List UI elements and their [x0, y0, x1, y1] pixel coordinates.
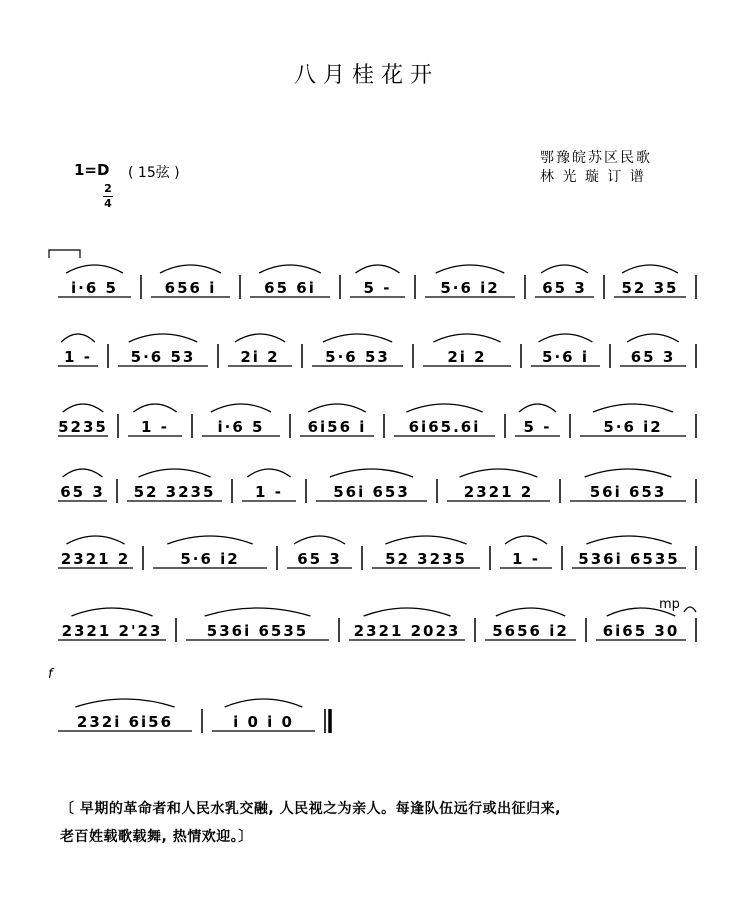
slur-arc [585, 469, 672, 477]
measure-notes: 56i 653 [333, 483, 410, 501]
slur-arc [355, 265, 399, 273]
measure-notes: i·6 5 [217, 418, 265, 436]
slur-arc [406, 404, 482, 412]
measure-notes: 5656 i2 [492, 622, 569, 640]
measure-notes: 65 3 [60, 483, 105, 501]
measure-notes: 1 - [255, 483, 283, 501]
footnote [60, 795, 700, 851]
song-origin: 鄂豫皖苏区民歌 [540, 150, 652, 166]
slur-arc [259, 265, 321, 273]
measure-notes: 2321 2 [463, 483, 534, 501]
meter-top: 2 [104, 182, 112, 195]
slur-arc [505, 536, 547, 544]
measure-notes: 1 - [512, 550, 540, 568]
meter-bottom: 4 [104, 197, 112, 210]
slur-arc [63, 404, 104, 412]
slur-arc [496, 608, 565, 616]
measure-notes: 5·6 i2 [440, 279, 500, 297]
measure-notes: 65 3 [297, 550, 342, 568]
measure-notes: 2i 2 [240, 348, 280, 366]
measure-notes: 6i56 i [307, 418, 367, 436]
measure-notes: 5 - [363, 279, 392, 297]
measure-notes: 6i65.6i [408, 418, 481, 436]
slur-arc [323, 334, 392, 342]
slur-arc [294, 536, 345, 544]
dynamic-mezzo-piano: mp [659, 597, 680, 612]
slur-arc [160, 265, 221, 273]
slur-arc [586, 536, 671, 544]
slur-arc [330, 469, 413, 477]
slur-arc [541, 265, 588, 273]
measure-notes: 2i 2 [447, 348, 487, 366]
slur-arc [308, 404, 365, 412]
measure-notes: 56i 653 [589, 483, 667, 501]
slur-arc [235, 334, 285, 342]
slur-arc [211, 404, 271, 412]
dynamic-forte: f [48, 667, 53, 682]
slur-arc [519, 404, 556, 412]
measure-notes: 1 - [141, 418, 169, 436]
measure-notes: 2321 2'23 [61, 622, 163, 640]
slur-arc [385, 536, 466, 544]
slur-arc [607, 608, 676, 616]
slur-arc [539, 334, 593, 342]
measure-notes: 5·6 53 [325, 348, 390, 366]
slur-arc [627, 334, 679, 342]
measure-notes: 536i 6535 [206, 622, 309, 640]
slur-arc [133, 404, 176, 412]
slur-arc [138, 469, 210, 477]
measure-notes: i·6 5 [71, 279, 118, 297]
measure-notes: 5235 [58, 418, 108, 436]
measure-notes: 5·6 i2 [180, 550, 240, 568]
fermata-mark [684, 607, 696, 612]
measure-notes: 5·6 i [542, 348, 589, 366]
slur-arc [622, 265, 678, 273]
string-count: ( 15弦 ) [128, 165, 180, 181]
measure-notes: 52 3235 [133, 483, 216, 501]
measure-notes: 65 3 [630, 348, 676, 366]
slur-arc [433, 334, 500, 342]
measure-notes: 52 3235 [385, 550, 467, 568]
measure-notes: 1 - [64, 348, 92, 366]
measure-notes: i 0 i 0 [233, 713, 294, 731]
slur-arc [61, 334, 95, 342]
slur-arc [205, 608, 311, 616]
volta-bracket [49, 250, 80, 258]
measure-notes: 5 - [523, 418, 552, 436]
measure-notes: 2321 2 [60, 550, 131, 568]
slur-arc [75, 699, 174, 707]
slur-arc [66, 536, 124, 544]
slur-arc [63, 469, 103, 477]
measure-notes: 656 i [164, 279, 217, 297]
slur-arc [66, 265, 123, 273]
measure-notes: 232i 6i56 [76, 713, 174, 731]
slur-arc [436, 265, 505, 273]
measure-notes: 5·6 i2 [603, 418, 663, 436]
slur-arc [129, 334, 198, 342]
measure-notes: 6i65 30 [602, 622, 680, 640]
page-title: 八月桂花开 [293, 63, 439, 88]
arranger-credit: 林 光 璇 订 谱 [540, 169, 646, 185]
measure-notes: 2321 2023 [353, 622, 461, 640]
slur-arc [460, 469, 538, 477]
slur-arc [593, 404, 673, 412]
slur-arc [167, 536, 252, 544]
measure-notes: 65 6i [264, 279, 316, 297]
measure-notes: 65 3 [542, 279, 587, 297]
measure-notes: 52 35 [621, 279, 679, 297]
slur-arc [71, 608, 152, 616]
slur-arc [247, 469, 290, 477]
key-signature: 1=D [74, 161, 110, 179]
measure-notes: 5·6 53 [130, 348, 196, 366]
footnote-line-2: 老百姓载歌载舞, 热情欢迎。〕 [60, 829, 253, 845]
slur-arc [364, 608, 451, 616]
footnote-line-1: 〔 早期的革命者和人民水乳交融, 人民视之为亲人。每逢队伍远行或出征归来, [60, 801, 561, 817]
measure-notes: 536i 6535 [578, 550, 680, 568]
slur-arc [225, 699, 303, 707]
